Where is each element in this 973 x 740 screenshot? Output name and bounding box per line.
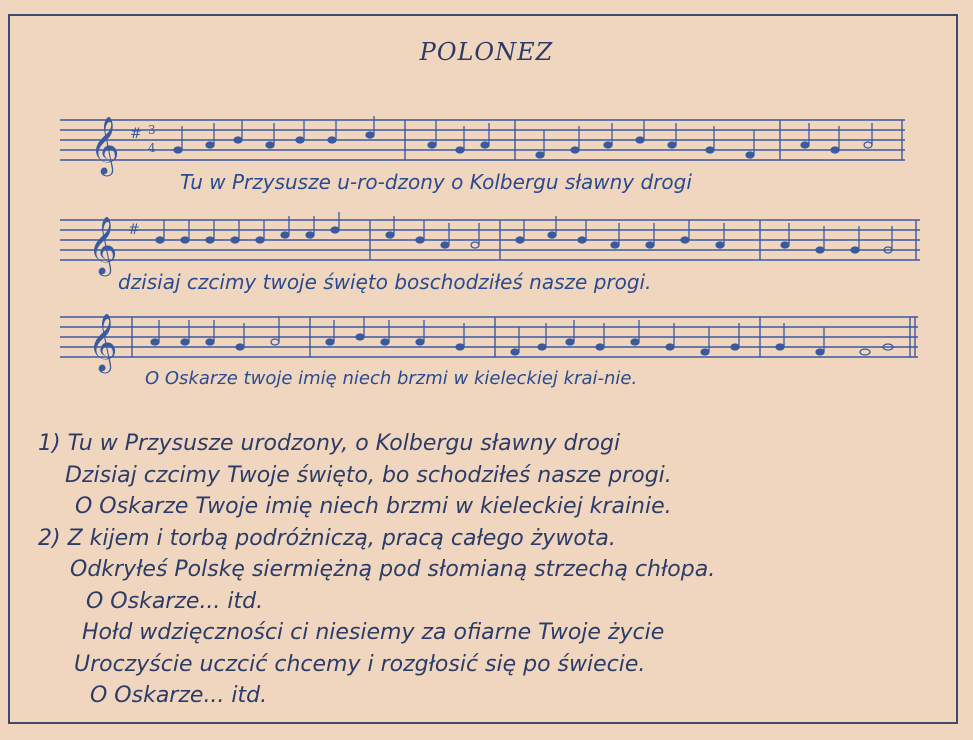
- svg-text:3: 3: [148, 123, 156, 137]
- treble-clef-icon: [90, 116, 120, 177]
- svg-text:4: 4: [148, 141, 156, 155]
- verse-text: [38, 428, 715, 712]
- verse-line: O Oskarze... itd.: [86, 588, 264, 614]
- music-staff-2: [60, 208, 920, 278]
- music-staff-1: [60, 108, 910, 178]
- verse-line: Uroczyście uczcić chcemy i rozgłosić się po świecie.: [74, 651, 646, 677]
- svg-text:𝄞: 𝄞: [88, 313, 118, 371]
- svg-text:#: #: [128, 222, 140, 238]
- svg-text:𝄞: 𝄞: [90, 116, 120, 174]
- treble-clef-icon: [88, 313, 118, 374]
- svg-text:𝄞: 𝄞: [88, 216, 118, 274]
- music-staff-3: [60, 305, 920, 375]
- verse-line: Hołd wdzięczności ci niesiemy za ofiarne Twoje życie: [82, 620, 665, 645]
- verse-line: O Oskarze... itd.: [90, 683, 268, 708]
- staff-2-lyric: dzisiaj czcimy twoje święto boschodziłeś nasze progi.: [118, 270, 652, 294]
- staff-1-lyric: Tu w Przysusze u-ro-dzony o Kolbergu sławny drogi: [180, 170, 692, 194]
- song-title: POLONEZ: [419, 38, 554, 66]
- verse-line: O Oskarze Twoje imię niech brzmi w kieleckiej krainie.: [75, 494, 672, 519]
- verse-line: Odkryłeś Polskę siermiężną pod słomianą strzechą chłopa.: [70, 557, 716, 582]
- verse-line: 1) Tu w Przysusze urodzony, o Kolbergu sławny drogi: [38, 431, 621, 456]
- staff-3-lyric: O Oskarze twoje imię niech brzmi w kieleckiej krai-nie.: [145, 368, 638, 389]
- verse-line: 2) Z kijem i torbą podróżniczą, pracą całego żywota.: [38, 525, 616, 551]
- svg-text:#: #: [130, 126, 142, 142]
- verse-line: Dzisiaj czcimy Twoje święto, bo schodziłeś nasze progi.: [65, 462, 672, 488]
- treble-clef-icon: [88, 216, 118, 277]
